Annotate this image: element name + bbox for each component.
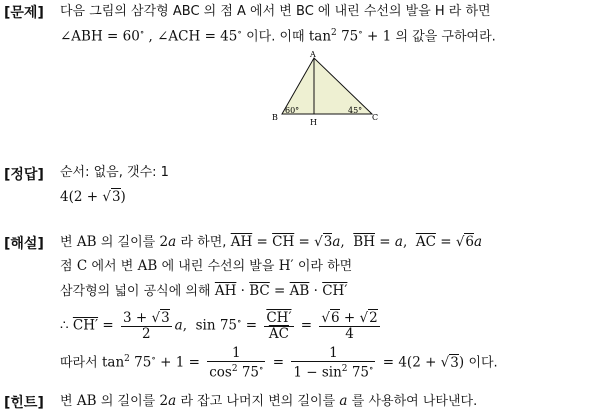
problem-tag: [문제] (4, 5, 44, 21)
problem-line-2: ∠ABH = 60∘ , ∠ACH = 45∘ 이다. 이때 $\tan^2 75^\circ + 1$ 의 값을 구하여라. (60, 28, 496, 45)
solution-line-2: 점 C 에서 변 AB 에 내린 수선의 발을 H′ 이라 하면 (60, 258, 353, 274)
vertex-c-label: C (372, 113, 379, 122)
hint-tag: [힌트] (4, 395, 44, 411)
solution-line-3: 삼각형의 넓이 공식에 의해 $\overline{AH} \cdot \overline{BC} = \overline{AB} \cdot CH'$ (60, 283, 348, 299)
vertex-b-label: B (272, 113, 278, 122)
answer-tag: [정답] (4, 167, 44, 183)
vertex-a-label: A (310, 50, 316, 59)
foot-h-label: H (310, 118, 317, 127)
angle-c-label: 45° (348, 106, 363, 115)
answer-line-1: 순서: 없음, 갯수: 1 (60, 165, 169, 180)
hint-line-1: 변 AB 의 길이를 2a 라 잡고 나머지 변의 길이를 a 를 사용하여 나타낸다. (60, 393, 478, 409)
solution-line-1: 변 AB 의 길이를 2a 라 하면, $\overline{AH} = \overline{CH} = √3a$, $\overline{BH} = a$, $\overline{AC} = √6a$ (60, 234, 483, 250)
answer-line-2: 4(2 + √3) (60, 189, 126, 205)
solution-tag: [해설] (4, 236, 44, 252)
solution-line-5: 따라서 $\tan^2 75^\circ + 1$ = $\frac{1}{\cos^2 75^\circ}$ = $\frac{1}{1 - \sin^2 75^\circ}$ = 4(2 + √3) 이다. (60, 344, 498, 381)
solution-line-4: ∴ CH′ = $\frac{3 + √3}{2}$ a, sin 75∘ = $\frac{CH'}{AC}$ = $\frac{√6 + √2}{4}$ (60, 309, 378, 342)
triangle-figure (268, 50, 384, 128)
angle-b-label: 60° (285, 106, 300, 115)
problem-line-1: 다음 그림의 삼각형 ABC 의 점 A 에서 변 BC 에 내린 수선의 발을 H 라 하면 (60, 4, 491, 19)
